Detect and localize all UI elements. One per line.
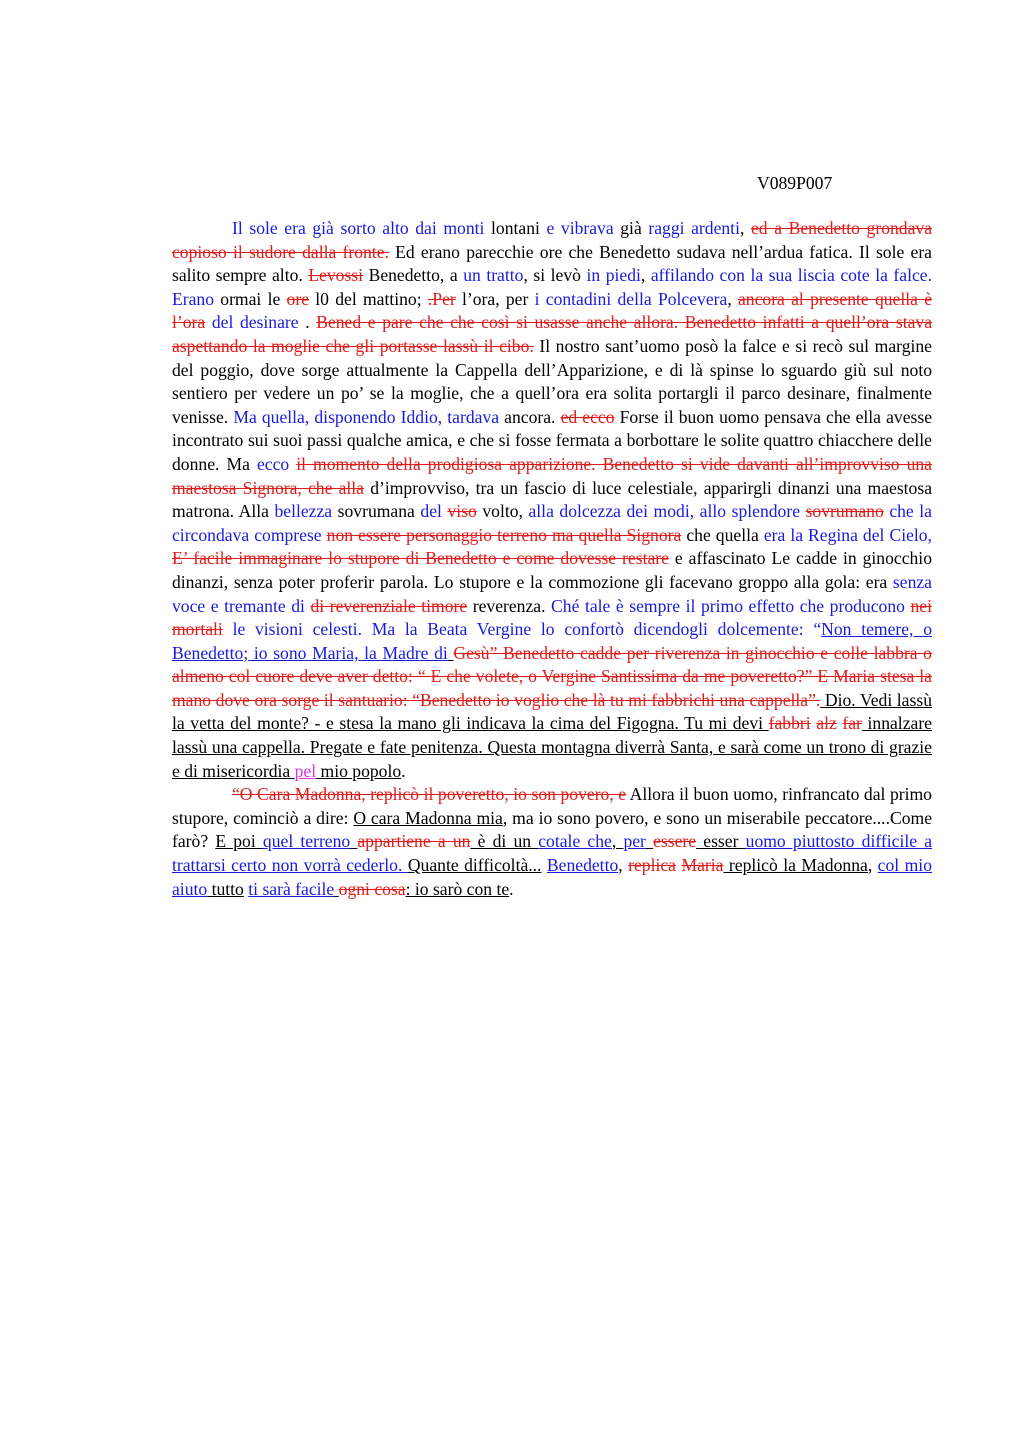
inserted-text-segment: raggi ardenti — [648, 218, 740, 238]
deleted-text-segment: il momento della prodigiosa apparizione. Benedetto si vide davanti all’improvviso una maestosa Signora, che alla — [172, 453, 932, 498]
original-text-segment: Il nostro sant’uomo posò la falce e si recò sul margine del poggio, dove sorge attualmente la Cappella dell’Apparizione, e di là spinse lo sguardo giù sul noto sentiero per vedere un po’ se la moglie, che a quell’ora era solita portargli il parco desinare, finalmente venisse. — [172, 335, 932, 427]
original-text-segment: d’improvviso, tra un fascio di luce celestiale, apparirgli dinanzi una maestosa matrona. Alla — [172, 477, 933, 522]
document-body — [172, 217, 932, 901]
original-text-segment: Dio. Vedi lassù la vetta del monte? - e stesa la mano gli indicava la cima del Figogna. Tu mi devi — [172, 689, 932, 734]
deleted-text-segment: replica — [628, 855, 676, 876]
paragraph-1 — [172, 217, 932, 783]
deleted-text-segment: fabbri — [768, 713, 811, 734]
original-text-segment: , si levò — [523, 265, 587, 286]
deleted-text-segment: Gesù” Benedetto cadde per riverenza in ginocchio e colle labbra o almeno col cuore deve aver detto: “ E che volete, o Vergine Santissima da me poveretto?” E Maria stesa la mano dove ora sorge il santuario: “Benedetto io voglio che là tu mi fabbrichi una cappella”. — [172, 642, 932, 710]
original-text-segment: Ed erano parecchie ore che Benedetto sudava nell’ardua fatica. Il sole era salito sempre alto. — [172, 241, 932, 286]
original-text-segment: . — [401, 760, 406, 781]
original-text-segment: che quella — [681, 524, 764, 545]
original-text-segment: è di un — [470, 831, 539, 852]
deleted-text-segment: essere — [653, 831, 697, 852]
inserted-text-segment: bellezza — [274, 501, 333, 522]
original-text-segment: E poi — [215, 831, 263, 852]
original-text-segment: sovrumana — [332, 501, 421, 522]
inserted-text-segment: del desinare — [211, 312, 299, 333]
original-text-segment: l0 del mattino; — [309, 288, 428, 309]
inserted-text-segment: quel terreno — [262, 831, 351, 852]
deleted-text-segment: sovrumano — [805, 501, 884, 522]
deleted-text-segment: ed a Benedetto grondava copioso il sudore dalla fronte. — [172, 218, 932, 262]
original-text-segment: mio popolo — [316, 760, 402, 781]
original-text-segment: tutto — [207, 878, 244, 899]
inserted-text-segment: era la Regina del Cielo, — [763, 524, 932, 545]
deleted-text-segment: ogni cosa — [338, 878, 406, 899]
original-text-segment: già — [613, 218, 649, 238]
original-text-segment: , — [739, 218, 751, 238]
original-text-segment — [205, 312, 212, 332]
highlighted-text-segment: pel — [294, 760, 317, 781]
deleted-text-segment: .Per — [427, 288, 456, 309]
inserted-text-segment: cotale che — [538, 831, 612, 852]
original-text-segment: , — [867, 855, 878, 876]
inserted-text-segment: del — [420, 501, 442, 522]
original-text-segment: Forse il buon uomo pensava che ella avesse incontrato sui suoi passi qualche amica, e che si fosse fermata a borbottare le solite quattro chiacchere delle donne. Ma — [172, 406, 933, 474]
original-text-segment: reverenza. — [467, 595, 552, 616]
deleted-text-segment: Levossi — [308, 265, 364, 286]
inserted-text-segment: Ma quella, disponendo Iddio, tardava — [233, 406, 500, 427]
deleted-text-segment: appartiene a un — [357, 831, 471, 852]
deleted-text-segment: Maria — [681, 855, 724, 876]
inserted-text-segment: ecco — [256, 453, 290, 474]
original-text-segment: innalzare lassù una cappella. Pregate e fate penitenza. Questa montagna diverrà Santa, e sarà come un trono di grazie e di misericordia — [172, 713, 932, 781]
original-text-segment — [223, 619, 233, 639]
deleted-text-segment: non essere personaggio terreno ma quella Signora — [326, 524, 682, 545]
inserted-text-segment: senza voce e tremante di — [172, 571, 932, 616]
deleted-text-segment: far — [842, 713, 862, 734]
deleted-text-segment: nei mortali — [172, 595, 932, 640]
inserted-text-segment: alla dolcezza dei modi, allo splendore — [528, 501, 801, 522]
inserted-text-segment: e vibrava — [546, 218, 614, 238]
deleted-text-segment: Bened e pare che che così si usasse anche allora. Benedetto infatti a quell’ora stava aspettando la moglie che gli portasse lassù il cibo. — [172, 312, 932, 356]
inserted-text-segment: per — [623, 831, 646, 852]
paragraph-2 — [172, 783, 932, 901]
inserted-text-segment: Ché tale è sempre il primo effetto che producono — [551, 595, 905, 616]
deleted-text-segment: ancora al presente quella è l’ora — [172, 288, 933, 333]
original-text-segment: e affascinato Le cadde in ginocchio dinanzi, senza poter proferir parola. Lo stupore e la commozione gli facevano groppo alla gola: era — [172, 548, 932, 592]
original-text-segment: lontani — [484, 218, 547, 238]
original-text-segment: . — [509, 878, 514, 899]
original-text-segment: , ma io sono povero, e sono un miserabile peccatore....Come farò? — [172, 807, 932, 852]
inserted-text-segment: in piedi — [586, 265, 641, 286]
original-text-segment: , — [640, 265, 651, 286]
inserted-text-segment: col mio aiuto — [172, 855, 932, 899]
original-text-segment: replicò la Madonna — [723, 855, 868, 876]
inserted-text-segment: affilando con la sua liscia cote la falce. Erano — [172, 265, 933, 309]
original-text-segment: Quante difficoltà... — [407, 855, 542, 876]
inserted-text-segment: le visioni celesti. Ma la Beata Vergine lo confortò dicendogli dolcemente: “ — [232, 619, 822, 640]
deleted-text-segment: “O Cara Madonna, replicò il poveretto, io son povero, e — [232, 784, 627, 805]
inserted-text-segment: un tratto — [463, 265, 524, 286]
original-text-segment: ormai le — [214, 288, 287, 309]
inserted-text-segment: Benedetto — [546, 855, 619, 876]
original-text-segment: ancora. — [499, 406, 561, 427]
inserted-text-segment: uomo piuttosto difficile a trattarsi certo non vorrà cederlo. — [172, 831, 933, 876]
deleted-text-segment: di reverenziale timore — [310, 595, 468, 616]
deleted-text-segment: ed ecco — [560, 406, 615, 427]
original-text-segment: , — [618, 855, 629, 876]
original-text-segment: l’ora, per — [455, 288, 535, 309]
original-text-segment: . — [298, 312, 317, 333]
deleted-text-segment: ore — [286, 288, 310, 309]
inserted-text-segment: i contadini della Polcevera — [534, 288, 728, 309]
original-text-segment: volto, — [476, 501, 529, 522]
original-text-segment: Allora il buon uomo, rinfrancato dal primo stupore, cominciò a dire: — [172, 784, 932, 828]
original-text-segment: , — [611, 831, 624, 852]
deleted-text-segment: E’ facile immaginare lo stupore di Benedetto e come dovesse restare — [172, 548, 669, 569]
original-text-segment: Benedetto, a — [363, 265, 464, 286]
deleted-text-segment: alz — [816, 713, 837, 734]
original-text-segment: : io sarò con te — [405, 878, 510, 899]
inserted-text-segment: ti sarà facile — [248, 878, 335, 899]
inserted-text-segment: Il sole era già sorto alto dai monti — [232, 218, 485, 238]
inserted-text-segment: che la circondava comprese — [172, 501, 932, 545]
document-id: V089P007 — [757, 173, 833, 193]
inserted-text-segment: Non temere, o Benedetto; io sono Maria, la Madre di — [172, 619, 932, 663]
original-text-segment: , — [727, 288, 738, 309]
original-text-segment: esser — [696, 831, 746, 852]
deleted-text-segment: viso — [447, 501, 477, 522]
original-text-segment: O cara Madonna mia — [353, 807, 503, 828]
